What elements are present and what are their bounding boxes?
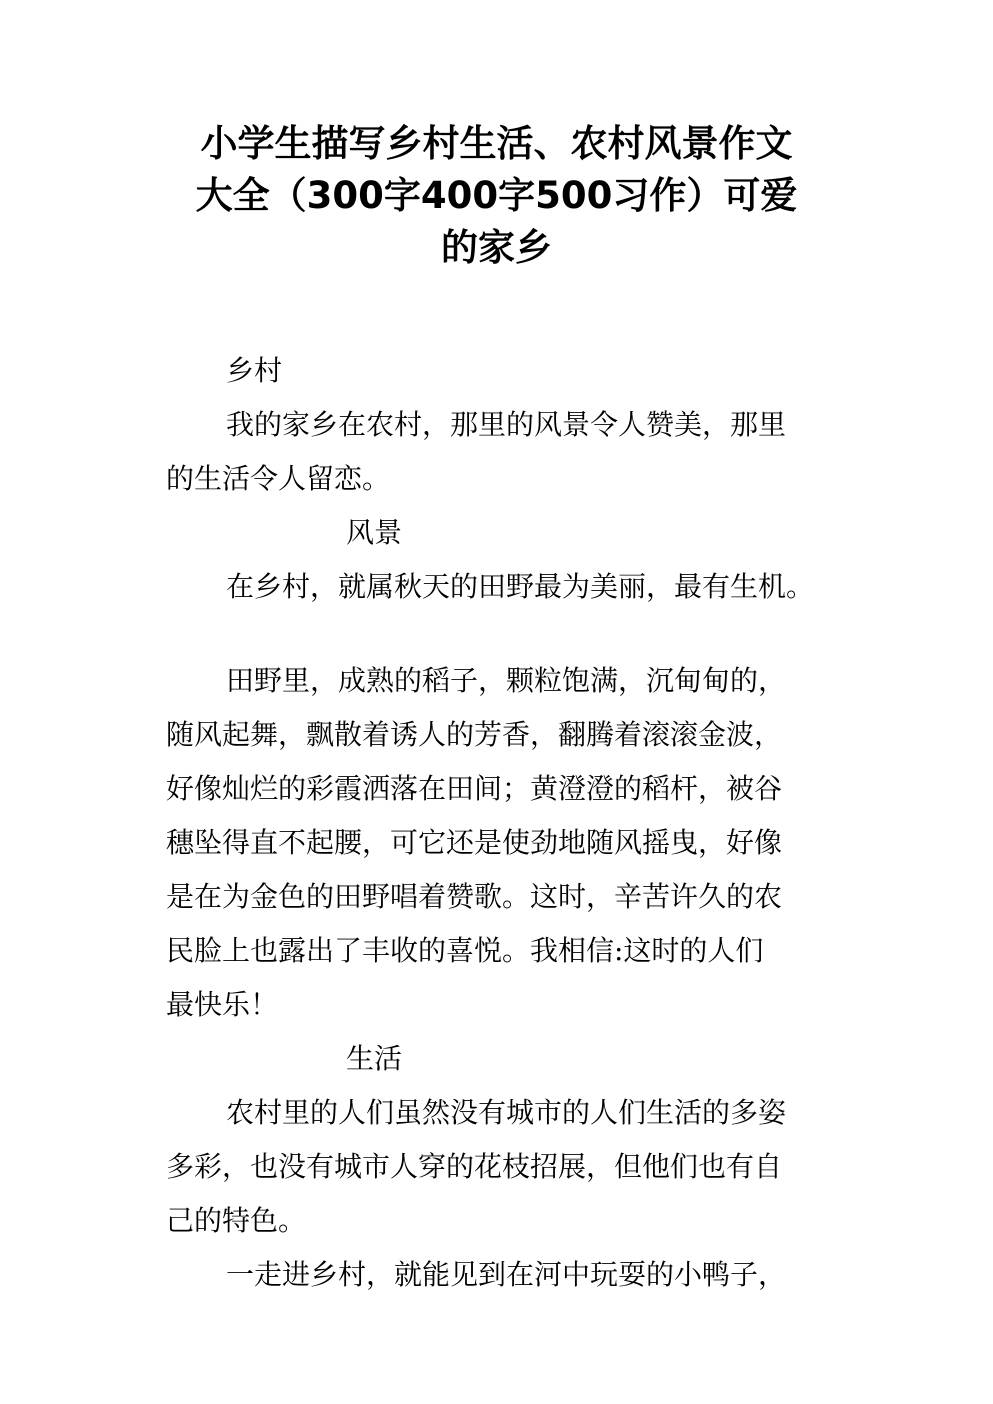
paragraph-fields-line-2: 随风起舞，飘散着诱人的芳香，翻腾着滚滚金波，: [166, 718, 783, 751]
paragraph-autumn-line-1: 在乡村，就属秋天的田野最为美丽，最有生机。: [226, 570, 815, 603]
title-line-2: 大全（300字400字500习作）可爱: [195, 174, 798, 217]
paragraph-fields-line-5: 是在为金色的田野唱着赞歌。这时，辛苦许久的农: [166, 880, 783, 913]
document-title: [150, 118, 843, 274]
paragraph-intro-line-2: 的生活令人留恋。: [166, 462, 391, 495]
paragraph-ducks-line-1: 一走进乡村，就能见到在河中玩耍的小鸭子，: [226, 1258, 787, 1291]
section-heading-life: 生活: [346, 1042, 403, 1075]
paragraph-life-line-3: 己的特色。: [166, 1204, 307, 1237]
paragraph-intro-line-1: 我的家乡在农村，那里的风景令人赞美，那里: [226, 408, 787, 441]
paragraph-fields-line-7: 最快乐！: [166, 988, 279, 1021]
paragraph-life-line-2: 多彩，也没有城市人穿的花枝招展，但他们也有自: [166, 1150, 783, 1183]
paragraph-fields-line-1: 田野里，成熟的稻子，颗粒饱满，沉甸甸的，: [226, 664, 787, 697]
section-heading-scenery: 风景: [346, 516, 403, 549]
paragraph-fields-line-6: 民脸上也露出了丰收的喜悦。我相信:这时的人们: [166, 934, 764, 967]
section-heading-village: 乡村: [226, 354, 283, 387]
title-line-1: 小学生描写乡村生活、农村风景作文: [200, 122, 793, 165]
paragraph-fields-line-4: 穗坠得直不起腰，可它还是使劲地随风摇曳，好像: [166, 826, 783, 859]
paragraph-life-line-1: 农村里的人们虽然没有城市的人们生活的多姿: [226, 1096, 787, 1129]
document-body: [166, 344, 846, 1302]
paragraph-gap: [166, 614, 846, 654]
paragraph-fields-line-3: 好像灿烂的彩霞洒落在田间；黄澄澄的稻杆，被谷: [166, 772, 783, 805]
title-line-3: 的家乡: [441, 226, 552, 269]
